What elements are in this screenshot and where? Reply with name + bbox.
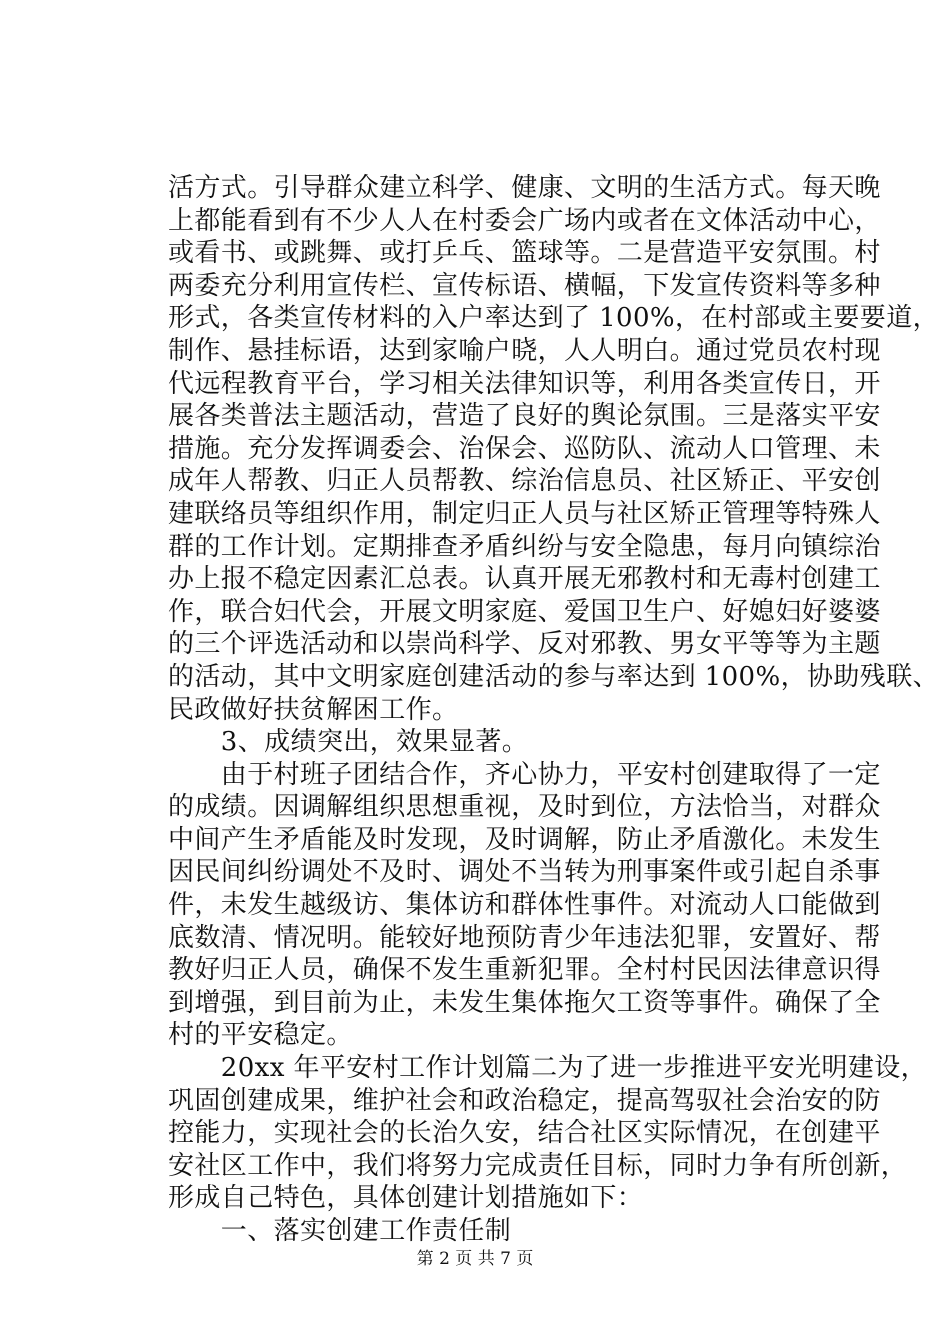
- text-line: 教好归正人员，确保不发生重新犯罪。全村村民因法律意识得: [168, 955, 881, 986]
- text-line: 巩固创建成果，维护社会和政治稳定，提高驾驭社会治安的防: [168, 1085, 881, 1116]
- text-line: 由于村班子团结合作，齐心协力，平安村创建取得了一定: [168, 759, 881, 790]
- page-footer: 第 2 页 共 7 页: [416, 1249, 534, 1269]
- text-line: 的三个评选活动和以崇尚科学、反对邪教、男女平等等为主题: [168, 629, 881, 660]
- text-line: 3、成绩突出，效果显著。: [168, 727, 529, 758]
- text-line: 底数清、情况明。能较好地预防青少年违法犯罪，安置好、帮: [168, 922, 881, 953]
- text-line: 一、落实创建工作责任制: [168, 1216, 512, 1246]
- text-line: 的成绩。因调解组织思想重视，及时到位，方法恰当，对群众: [168, 792, 881, 823]
- text-line: 中间产生矛盾能及时发现，及时调解，防止矛盾激化。未发生: [168, 824, 881, 855]
- text-line: 制作、悬挂标语，达到家喻户晓，人人明白。通过党员农村现: [168, 335, 881, 366]
- text-line: 件，未发生越级访、集体访和群体性事件。对流动人口能做到: [168, 890, 881, 921]
- text-line: 或看书、或跳舞、或打乒乓、篮球等。二是营造平安氛围。村: [168, 238, 881, 269]
- text-line: 群的工作计划。定期排查矛盾纠纷与安全隐患，每月向镇综治: [168, 531, 881, 562]
- text-line: 因民间纠纷调处不及时、调处不当转为刑事案件或引起自杀事: [168, 857, 881, 888]
- text-line: 控能力，实现社会的长治久安，结合社区实际情况，在创建平: [168, 1118, 881, 1149]
- text-line: 成年人帮教、归正人员帮教、综治信息员、社区矫正、平安创: [168, 466, 881, 497]
- body-text: [168, 172, 939, 1248]
- text-line: 展各类普法主题活动，营造了良好的舆论氛围。三是落实平安: [168, 401, 881, 432]
- text-line: 作，联合妇代会，开展文明家庭、爱国卫生户、好媳妇好婆婆: [168, 596, 881, 627]
- text-line: 代远程教育平台，学习相关法律知识等，利用各类宣传日，开: [168, 368, 881, 399]
- text-line: 的活动，其中文明家庭创建活动的参与率达到 100%，协助残联、: [168, 661, 939, 692]
- text-line: 办上报不稳定因素汇总表。认真开展无邪教村和无毒村创建工: [168, 564, 881, 595]
- text-line: 村的平安稳定。: [168, 1020, 353, 1051]
- text-line: 上都能看到有不少人人在村委会广场内或者在文体活动中心，: [168, 205, 881, 236]
- text-line: 形式，各类宣传材料的入户率达到了 100%，在村部或主要要道，: [168, 303, 939, 334]
- text-line: 形成自己特色，具体创建计划措施如下：: [168, 1183, 644, 1214]
- text-line: 安社区工作中，我们将努力完成责任目标，同时力争有所创新，: [168, 1150, 908, 1181]
- text-line: 到增强，到目前为止，未发生集体拖欠工资等事件。确保了全: [168, 987, 881, 1018]
- text-line: 两委充分利用宣传栏、宣传标语、横幅，下发宣传资料等多种: [168, 270, 881, 301]
- text-line: 建联络员等组织作用，制定归正人员与社区矫正管理等特殊人: [168, 498, 881, 529]
- text-line: 措施。充分发挥调委会、治保会、巡防队、流动人口管理、未: [168, 433, 881, 464]
- text-line: 民政做好扶贫解困工作。: [168, 694, 459, 725]
- text-line: 20xx 年平安村工作计划篇二为了进一步推进平安光明建设，: [168, 1053, 928, 1084]
- text-line: 活方式。引导群众建立科学、健康、文明的生活方式。每天晚: [168, 173, 881, 203]
